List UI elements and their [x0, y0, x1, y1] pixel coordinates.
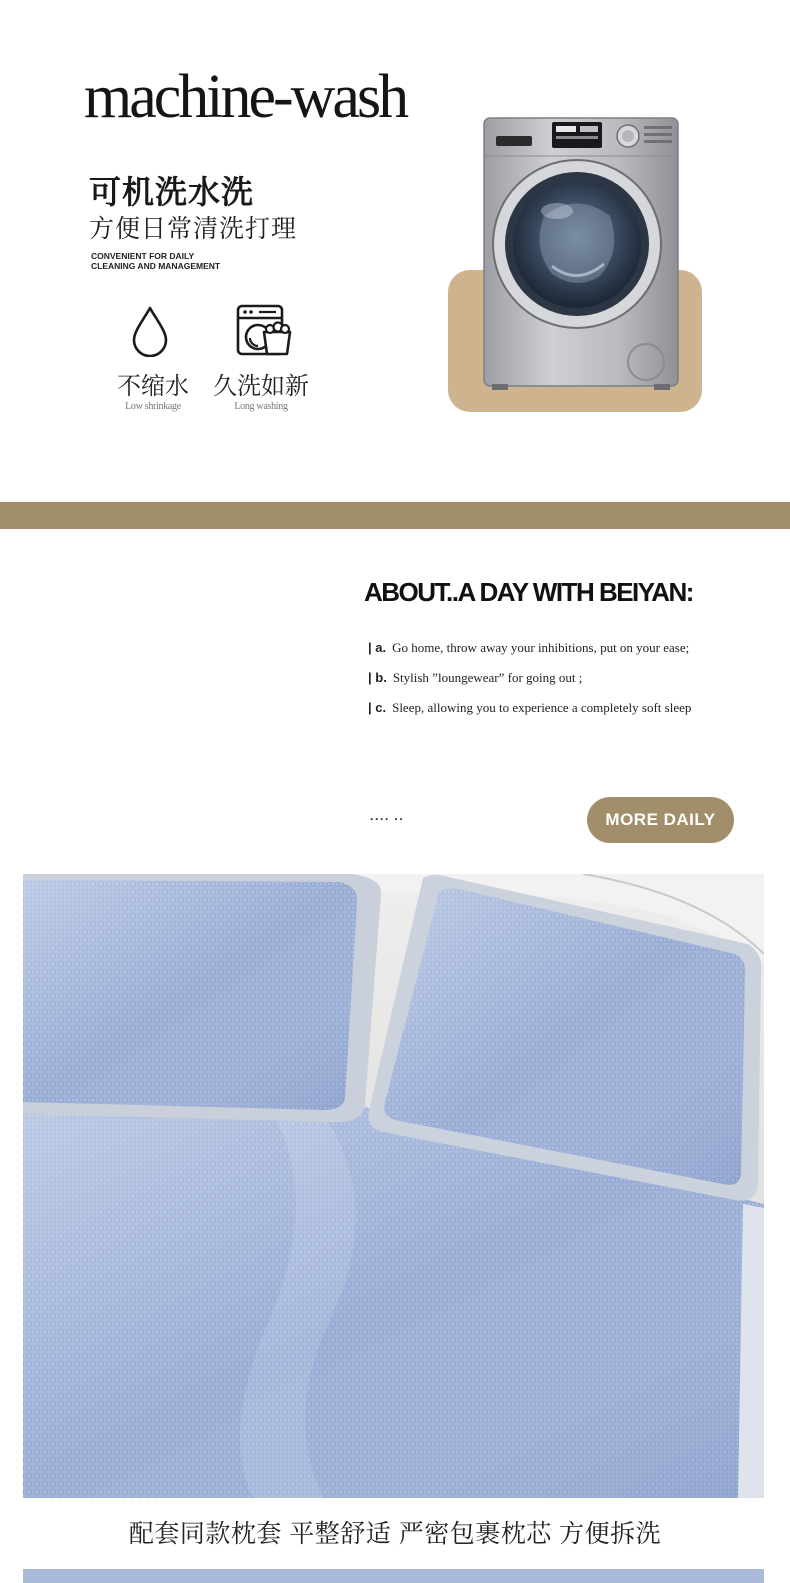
feature-en-label: Long washing [234, 401, 288, 412]
about-item-a [368, 640, 689, 656]
more-daily-button[interactable]: MORE DAILY [587, 797, 734, 843]
about-item-letter: | a. [368, 640, 387, 655]
about-item-text: Sleep, allowing you to experience a completely soft sleep [392, 700, 692, 715]
en-caption [91, 251, 271, 271]
about-item-text: Stylish ”loungewear” for going out ; [392, 670, 583, 685]
feature-low-shrinkage [113, 366, 193, 412]
en-caption-line1: CONVENIENT FOR DAILY [91, 251, 195, 261]
next-image-strip [23, 1569, 764, 1583]
feature-en-label: Low shrinkage [125, 401, 181, 412]
about-title: ABOUT..A DAY WITH BEIYAN: [364, 577, 693, 607]
about-item-letter: | b. [368, 670, 387, 685]
about-item-text: Go home, throw away your inhibitions, put on your ease; [392, 640, 690, 655]
water-drop-icon [130, 305, 170, 357]
product-caption: 配套同款枕套 平整舒适 严密包裹枕芯 方便拆洗 [128, 1520, 662, 1548]
feature-label: 不缩水 [117, 373, 189, 400]
script-title: machine-wash [84, 63, 407, 131]
en-caption-line2: CLEANING AND MANAGEMENT [91, 261, 221, 271]
cn-subheading: 方便日常清洗打理 [89, 215, 298, 243]
feature-label: 久洗如新 [213, 373, 309, 400]
about-item-letter: | c. [368, 700, 387, 715]
about-item-b [368, 670, 582, 686]
washing-machine-icon [236, 304, 294, 358]
about-item-c [368, 700, 691, 716]
decorative-dots: ···· ·· [370, 812, 405, 826]
washing-machine-image [482, 116, 680, 392]
product-photo [23, 874, 764, 1498]
section-divider-band [0, 502, 790, 529]
cn-heading: 可机洗水洗 [89, 174, 255, 210]
feature-long-washing [208, 366, 314, 412]
